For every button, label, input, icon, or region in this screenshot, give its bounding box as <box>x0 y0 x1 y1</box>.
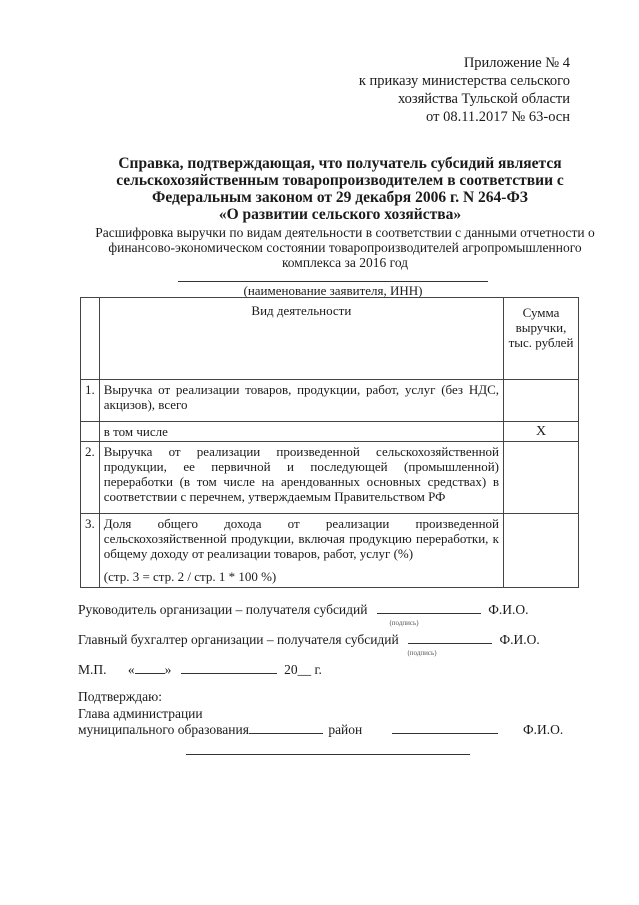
header-sum-line-3: тыс. рублей <box>508 335 574 350</box>
row-sub-num <box>81 422 100 442</box>
appendix-number: Приложение № 4 <box>463 55 570 71</box>
header-sum-line-2: выручки, <box>515 320 567 335</box>
row-3-cell <box>99 514 503 588</box>
row-1-num: 1. <box>81 380 100 422</box>
row-sub-sum: X <box>504 422 579 442</box>
municipal-label: муниципального образования <box>78 722 249 737</box>
stamp-mp: М.П. <box>78 662 107 677</box>
row-2-num: 2. <box>81 442 100 514</box>
head-signature-caption: (подпись) <box>389 619 419 627</box>
date-day-field[interactable] <box>135 673 165 674</box>
appendix-ministry: хозяйства Тульской области <box>397 91 570 107</box>
header-kind-cell: Вид деятельности <box>99 298 503 380</box>
subtitle-line-2: финансово-экономическом состоянии товаропроизводителей агропромышленного <box>108 240 582 255</box>
date-quote-open: « <box>127 662 135 677</box>
row-sub-text: в том числе <box>99 422 503 442</box>
table-row <box>81 442 579 514</box>
date-year: 20__ г. <box>284 662 322 677</box>
appendix-header <box>300 54 570 126</box>
document-subtitle <box>70 225 620 270</box>
confirm-position: Глава администрации <box>78 706 203 721</box>
appendix-date: от 08.11.2017 № 63-осн <box>426 109 570 125</box>
table-row <box>81 514 579 588</box>
confirm-block <box>78 688 203 722</box>
date-quote-close: » <box>164 662 172 677</box>
applicant-name-field[interactable] <box>178 281 488 282</box>
table-row <box>81 380 579 422</box>
row-1-sum[interactable] <box>504 380 579 422</box>
confirm-heading: Подтверждаю: <box>78 689 162 704</box>
district-label: район <box>328 722 363 737</box>
stamp-date-row <box>78 662 322 678</box>
date-month-field[interactable] <box>181 673 277 674</box>
head-fio: Ф.И.О. <box>488 602 529 617</box>
district-signature-field[interactable] <box>392 733 498 734</box>
accountant-signature-field[interactable] <box>408 643 492 644</box>
subtitle-line-3: комплекса за 2016 год <box>281 255 409 270</box>
title-line-4: «О развитии сельского хозяйства» <box>218 206 462 223</box>
row-3-text: Доля общего дохода от реализации произведенной сельскохозяйственной продукции, включая продукцию переработки, к общему доходу от реализации товаров, работ, услуг (%) <box>103 516 499 561</box>
row-3-formula: (стр. 3 = стр. 2 / стр. 1 * 100 %) <box>103 569 277 584</box>
head-signature-field[interactable] <box>377 613 481 614</box>
header-sum-cell <box>504 298 579 380</box>
accountant-fio: Ф.И.О. <box>499 632 540 647</box>
accountant-signature-row <box>78 632 540 648</box>
title-line-2: сельскохозяйственным товаропроизводителем в соответствии с <box>116 172 564 189</box>
row-2-text: Выручка от реализации произведенной сельскохозяйственной продукции, ее первичной и последующей (промышленной) переработки (в том числе на арендованных основных средствах) в соответствии с перечнем, утверждаемым Правительством РФ <box>99 442 503 514</box>
row-3-num: 3. <box>81 514 100 588</box>
appendix-order-ref: к приказу министерства сельского <box>358 73 570 89</box>
row-2-sum[interactable] <box>504 442 579 514</box>
table-header-row <box>81 298 579 380</box>
title-line-1: Справка, подтверждающая, что получатель субсидий является <box>118 155 562 172</box>
row-1-text: Выручка от реализации товаров, продукции, работ, услуг (без НДС, акцизов), всего <box>99 380 503 422</box>
applicant-caption: (наименование заявителя, ИНН) <box>243 283 423 298</box>
confirm-fio: Ф.И.О. <box>523 722 564 737</box>
accountant-signature-label: Главный бухгалтер организации – получателя субсидий <box>78 632 399 647</box>
table-row <box>81 422 579 442</box>
subtitle-line-1: Расшифровка выручки по видам деятельности в соответствии с данными отчетности о <box>95 225 595 240</box>
bottom-signature-line[interactable] <box>186 754 470 755</box>
document-title <box>60 155 620 223</box>
row-3-sum[interactable] <box>504 514 579 588</box>
revenue-table <box>80 297 579 588</box>
head-signature-label: Руководитель организации – получателя субсидий <box>78 602 368 617</box>
municipal-field[interactable] <box>249 733 323 734</box>
title-line-3: Федеральным законом от 29 декабря 2006 г. N 264-ФЗ <box>152 189 528 206</box>
header-sum-line-1: Сумма <box>522 305 560 320</box>
municipal-row <box>78 722 563 738</box>
header-num-cell <box>81 298 100 380</box>
head-signature-row <box>78 602 529 618</box>
accountant-signature-caption: (подпись) <box>407 649 437 657</box>
